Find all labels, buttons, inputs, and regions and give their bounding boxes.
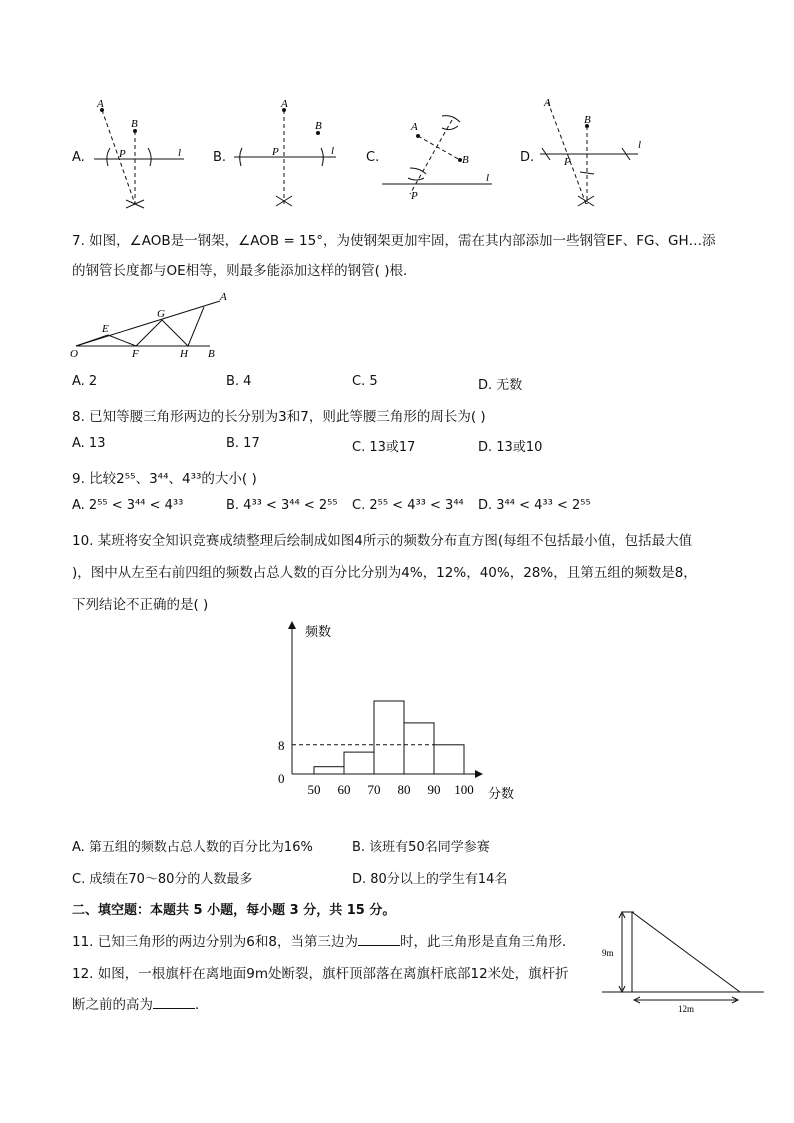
q6-option-b-figure[interactable] (228, 96, 346, 214)
histogram-bar-70-80 (374, 701, 404, 774)
q7-option-b[interactable]: B. 4 (226, 374, 252, 389)
q9-option-a[interactable]: A. 2⁵⁵ < 3⁴⁴ < 4³³ (72, 498, 184, 513)
q7-label-g: G (157, 308, 165, 320)
q6b-label-b: B (315, 120, 322, 132)
q10-line1: 10. 某班将安全知识竞赛成绩整理后绘制成如图4所示的频数分布直方图(每组不包括最小值，包括最大值 (72, 533, 693, 549)
q12-answer-blank[interactable] (153, 996, 195, 1009)
q6c-label-a: A (411, 121, 418, 133)
x-tick-label-90: 90 (427, 782, 441, 797)
q12-flagpole-figure (598, 906, 768, 1016)
q6b-label-p: P (272, 146, 279, 158)
histogram-bar-80-90 (404, 723, 434, 774)
q12-text-before: 断之前的高为 (72, 997, 153, 1013)
q10-option-a[interactable]: A. 第五组的频数占总人数的百分比为16% (72, 840, 313, 855)
q6d-label-p: P (564, 156, 571, 168)
q6-option-a-figure[interactable] (88, 96, 193, 214)
q6-option-d-figure[interactable] (534, 96, 652, 214)
q10-option-c[interactable]: C. 成绩在70～80分的人数最多 (72, 872, 253, 887)
q7-steel-frame-figure (70, 286, 240, 362)
x-tick-label-100: 100 (454, 782, 474, 797)
q7-label-b: B (208, 348, 215, 360)
q7-label-a: A (220, 291, 227, 303)
q7-label-o: O (70, 348, 78, 360)
q6c-label-b: B (462, 154, 469, 166)
y-axis-label: 频数 (305, 624, 332, 639)
q6d-label-l: l (638, 139, 642, 151)
q6-option-a-letter[interactable]: A. (72, 150, 85, 165)
q7-label-f: F (132, 348, 139, 360)
q6c-label-l: l (486, 172, 490, 184)
q10-option-b[interactable]: B. 该班有50名同学参赛 (352, 840, 490, 855)
q12-height-label: 9m (602, 948, 614, 958)
q6d-label-a: A (544, 97, 551, 109)
q6b-label-l: l (331, 145, 335, 157)
q7-label-h: H (180, 348, 188, 360)
q9-option-c[interactable]: C. 2⁵⁵ < 4³³ < 3⁴⁴ (352, 498, 464, 513)
x-tick-label-60: 60 (337, 782, 351, 797)
histogram-bar-50-60 (314, 767, 344, 774)
q7-label-e: E (102, 323, 109, 335)
q6-option-d-letter[interactable]: D. (520, 150, 535, 165)
section-2-heading: 二、填空题：本题共 5 小题，每小题 3 分，共 15 分。 (72, 903, 396, 918)
y-tick-label-8: 8 (278, 737, 285, 753)
q8-option-a[interactable]: A. 13 (72, 436, 106, 451)
x-tick-label-80: 80 (397, 782, 411, 797)
x-axis-label: 分数 (488, 786, 515, 801)
q10-option-d[interactable]: D. 80分以上的学生有14名 (352, 872, 508, 887)
q8-option-b[interactable]: B. 17 (226, 436, 260, 451)
q6a-label-a: A (97, 98, 104, 110)
q6a-label-l: l (178, 147, 182, 159)
x-tick-label-50: 50 (307, 782, 321, 797)
histogram-bar-90-100 (434, 745, 464, 774)
q6c-label-p: P (411, 190, 418, 202)
q9-option-b[interactable]: B. 4³³ < 3⁴⁴ < 2⁵⁵ (226, 498, 338, 513)
q7-option-d[interactable]: D. 无数 (478, 378, 523, 393)
q11-text-before: 11. 已知三角形的两边分别为6和8，当第三边为 (72, 934, 358, 950)
q10-line3: 下列结论不正确的是( ) (72, 597, 209, 613)
y-tick-label-0: 0 (278, 771, 285, 786)
histogram-bar-60-70 (344, 752, 374, 774)
q11-answer-blank[interactable] (358, 933, 400, 946)
q11-text (72, 930, 575, 950)
q6-option-c-figure[interactable] (380, 108, 498, 204)
q8-option-c[interactable]: C. 13或17 (352, 440, 416, 455)
q12-line2 (72, 993, 209, 1013)
q6a-label-b: B (131, 118, 138, 130)
q12-line1: 12. 如图，一根旗杆在离地面9m处断裂，旗杆顶部落在离旗杆底部12米处，旗杆折 (72, 966, 569, 982)
histogram-chart (270, 612, 530, 804)
q6b-label-a: A (281, 98, 288, 110)
q8-option-d[interactable]: D. 13或10 (478, 440, 543, 455)
q8-text: 8. 已知等腰三角形两边的长分别为3和7，则此等腰三角形的周长为( ) (72, 409, 486, 425)
q6d-label-b: B (584, 114, 591, 126)
q6-option-b-letter[interactable]: B. (213, 150, 227, 165)
q7-option-c[interactable]: C. 5 (352, 374, 378, 389)
q7-line1: 7. 如图，∠AOB是一钢架，∠AOB = 15°，为使钢架更加牢固，需在其内部添加一些钢管EF、FG、GH…添 (72, 233, 716, 249)
q10-line2: )，图中从左至右前四组的频数占总人数的百分比分别为4%，12%，40%，28%，且第五组的频数是8， (72, 565, 697, 581)
q12-base-label: 12m (678, 1004, 695, 1014)
q12-text-after: ． (195, 997, 209, 1013)
q6a-label-p: P (119, 148, 126, 160)
x-tick-label-70: 70 (367, 782, 381, 797)
q9-option-d[interactable]: D. 3⁴⁴ < 4³³ < 2⁵⁵ (478, 498, 591, 513)
q11-text-after: 时，此三角形是直角三角形． (399, 934, 576, 950)
q7-option-a[interactable]: A. 2 (72, 374, 98, 389)
q6-option-c-letter[interactable]: C. (366, 150, 380, 165)
q9-text: 9. 比较2⁵⁵、3⁴⁴、4³³的大小( ) (72, 471, 257, 487)
q7-line2: 的钢管长度都与OE相等，则最多能添加这样的钢管( )根． (72, 263, 417, 279)
